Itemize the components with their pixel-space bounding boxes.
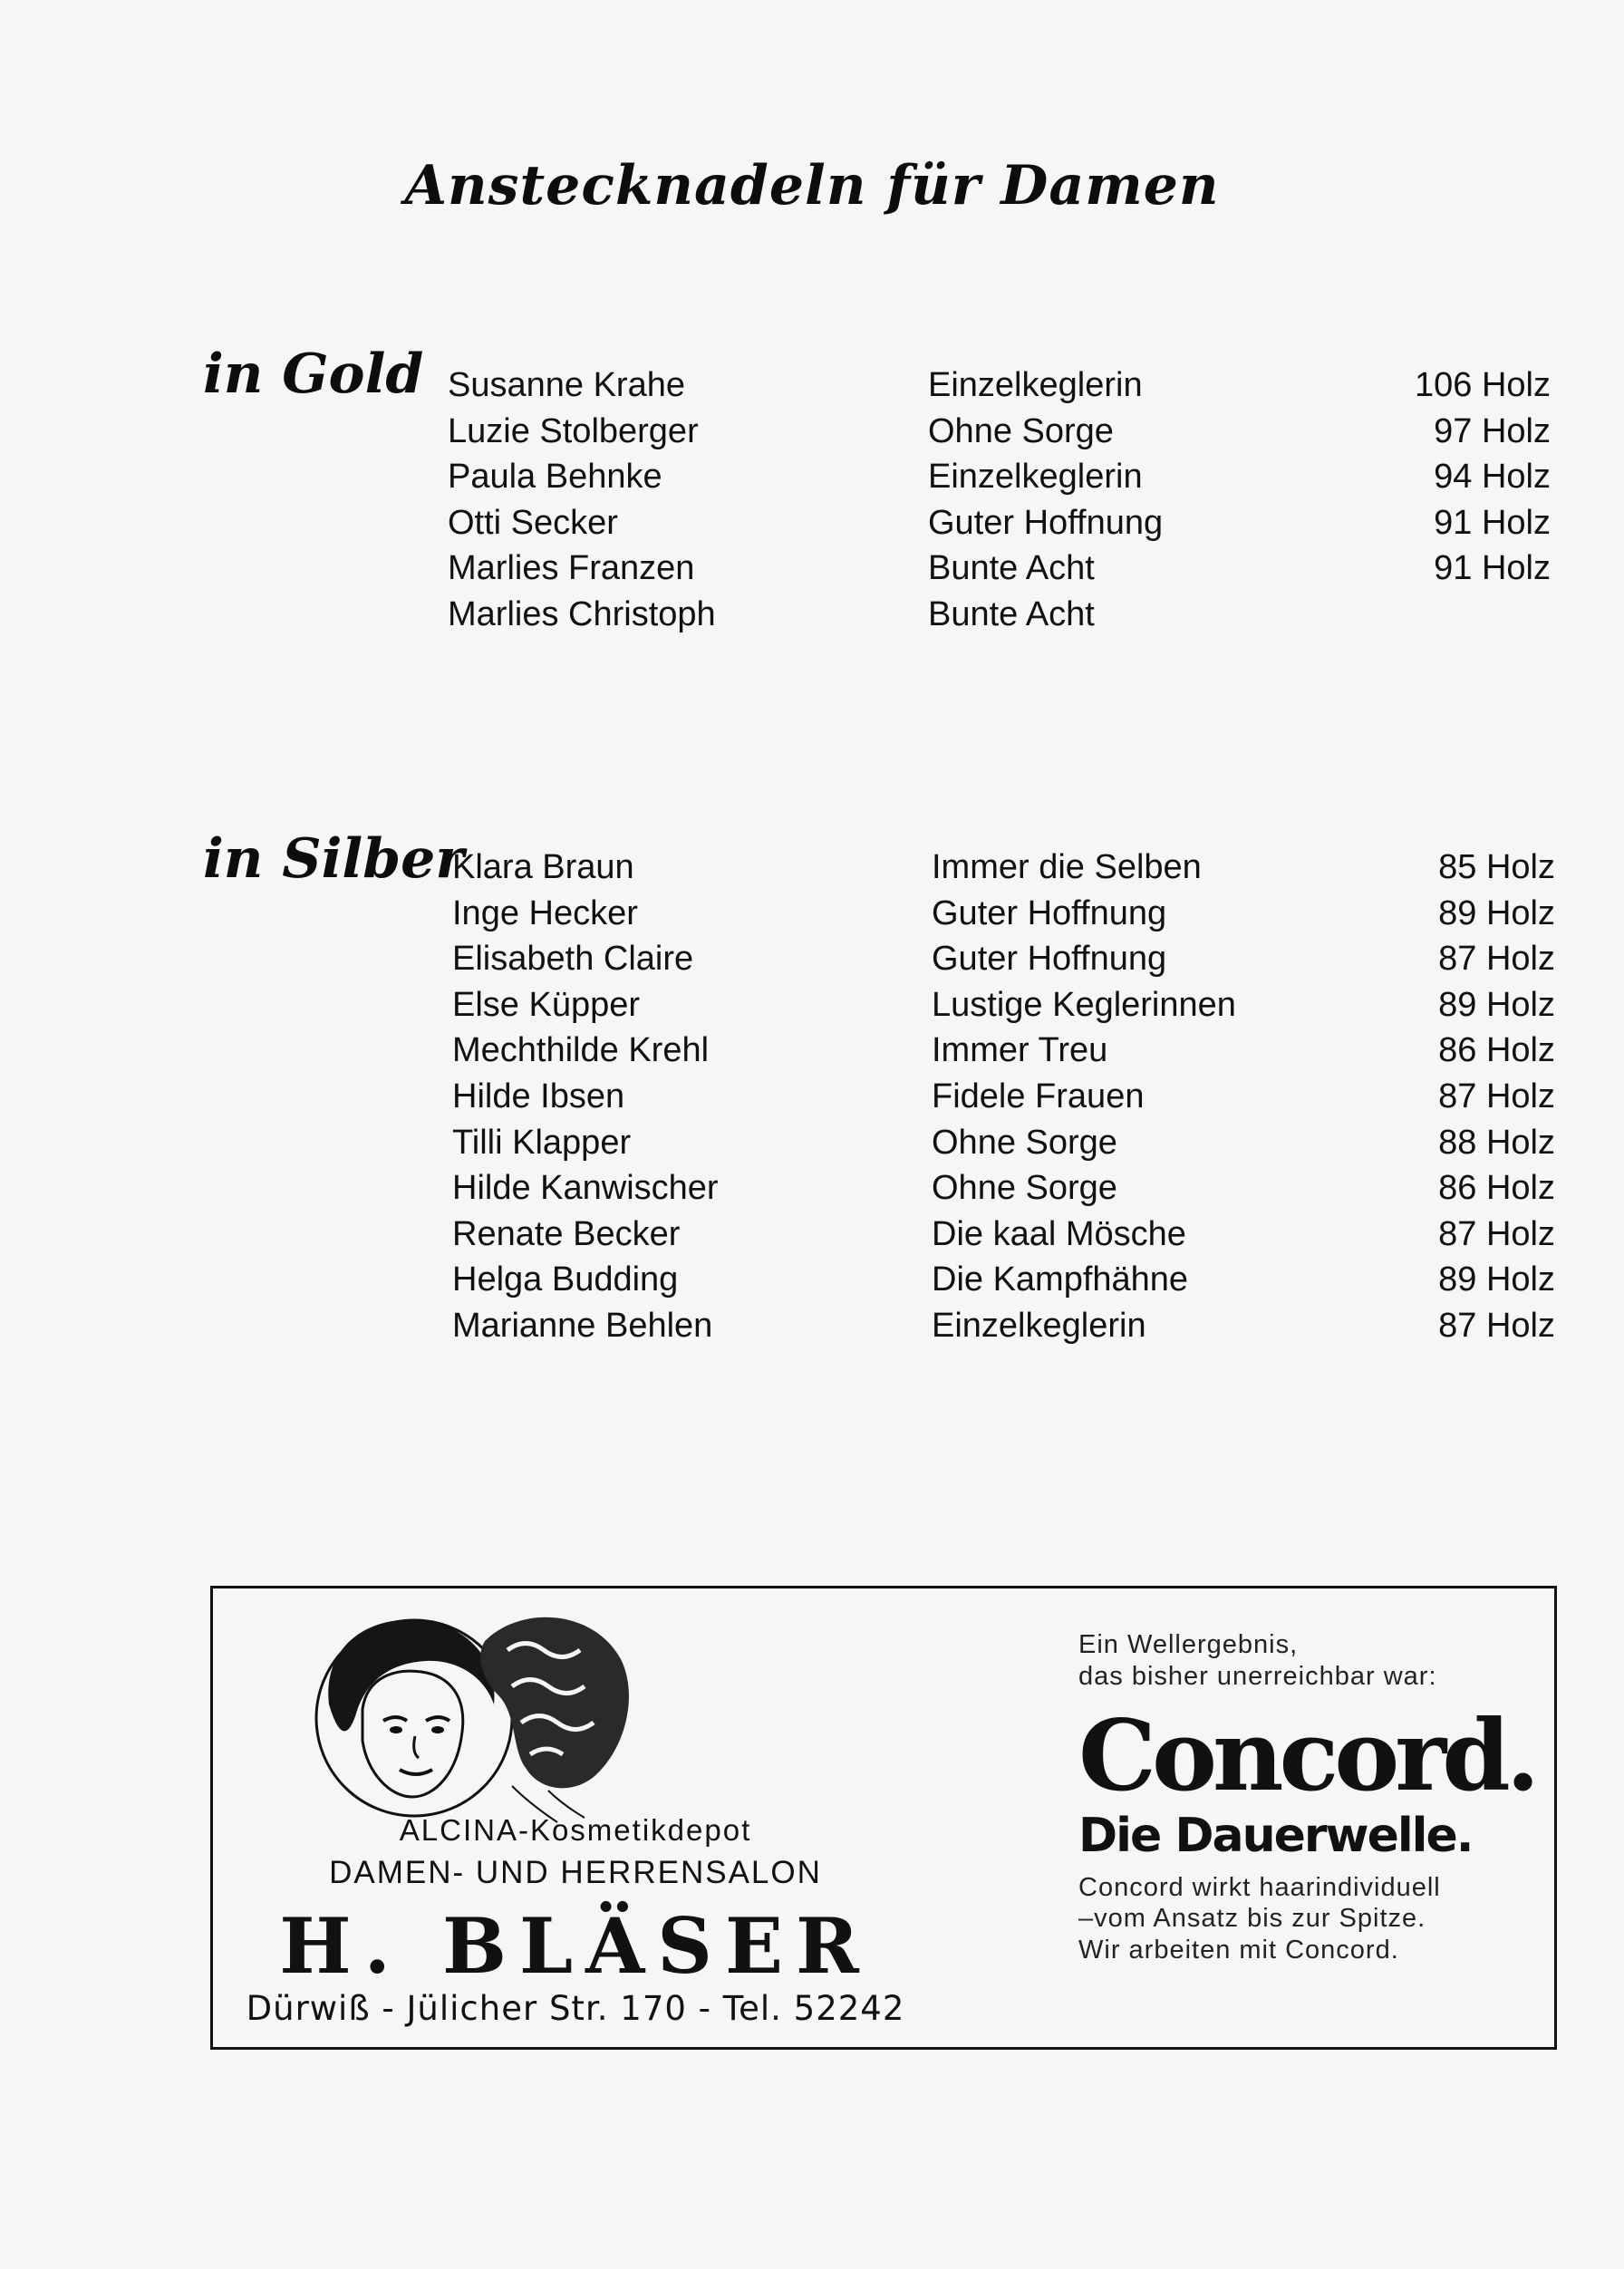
member-name: Marlies Christoph <box>448 594 716 633</box>
list-item <box>0 1028 1624 1074</box>
silver-list <box>0 845 1624 1349</box>
club-name: Bunte Acht <box>928 594 1095 633</box>
ad-desc-line-3: Wir arbeiten mit Concord. <box>1078 1936 1399 1965</box>
score: 89 Holz <box>1438 985 1555 1024</box>
list-item <box>0 409 1624 455</box>
score: 87 Holz <box>1438 1306 1555 1345</box>
club-name: Immer die Selben <box>932 848 1202 886</box>
salon-address: Dürwiß - Jülicher Str. 170 - Tel. 52242 <box>246 1989 905 2028</box>
list-item <box>0 845 1624 891</box>
list-item <box>0 1165 1624 1212</box>
ad-desc-line-1: Concord wirkt haarindividuell <box>1078 1873 1441 1902</box>
score: 86 Holz <box>1438 1169 1555 1208</box>
score: 87 Holz <box>1438 1214 1555 1253</box>
club-name: Fidele Frauen <box>932 1077 1145 1115</box>
club-name: Guter Hoffnung <box>928 503 1164 542</box>
club-name: Guter Hoffnung <box>932 940 1167 979</box>
member-name: Paula Behnke <box>448 458 662 497</box>
member-name: Hilde Kanwischer <box>452 1169 719 1208</box>
list-item <box>0 454 1624 500</box>
member-name: Mechthilde Krehl <box>452 1031 710 1070</box>
member-name: Renate Becker <box>452 1214 681 1253</box>
list-item <box>0 1120 1624 1166</box>
club-name: Einzelkeglerin <box>928 458 1143 497</box>
member-name: Marlies Franzen <box>448 549 695 588</box>
member-name: Susanne Krahe <box>448 366 685 404</box>
member-name: Elisabeth Claire <box>452 940 694 979</box>
score: 106 Holz <box>1415 366 1551 404</box>
club-name: Immer Treu <box>932 1031 1108 1070</box>
member-name: Marianne Behlen <box>452 1306 713 1345</box>
member-name: Tilli Klapper <box>452 1123 632 1162</box>
list-item <box>0 891 1624 937</box>
club-name: Ohne Sorge <box>928 411 1114 450</box>
score: 97 Holz <box>1434 411 1551 450</box>
list-item <box>0 982 1624 1028</box>
club-name: Einzelkeglerin <box>932 1306 1146 1345</box>
list-item <box>0 936 1624 982</box>
salon-portrait-illustration <box>313 1605 639 1831</box>
club-name: Bunte Acht <box>928 549 1095 588</box>
score: 91 Holz <box>1434 549 1551 588</box>
club-name: Die kaal Mösche <box>932 1214 1186 1253</box>
member-name: Else Küpper <box>452 985 641 1024</box>
page-title: Anstecknadeln für Damen <box>404 154 1220 217</box>
score: 91 Holz <box>1434 503 1551 542</box>
score: 89 Holz <box>1438 893 1555 932</box>
score: 88 Holz <box>1438 1123 1555 1162</box>
member-name: Otti Secker <box>448 503 618 542</box>
concord-ad <box>1078 1629 1536 1966</box>
member-name: Hilde Ibsen <box>452 1077 625 1115</box>
club-name: Die Kampfhähne <box>932 1260 1189 1299</box>
brand-logo-text: Concord. <box>1078 1699 1536 1813</box>
club-name: Einzelkeglerin <box>928 366 1143 404</box>
salon-label: DAMEN- UND HERRENSALON <box>329 1855 822 1890</box>
score: 87 Holz <box>1438 940 1555 979</box>
score: 87 Holz <box>1438 1077 1555 1115</box>
list-item <box>0 362 1624 409</box>
gold-list <box>0 362 1624 638</box>
salon-owner-name: H. BLÄSER <box>279 1901 872 1991</box>
section-label-silver: in Silber <box>203 827 464 891</box>
score: 85 Holz <box>1438 848 1555 886</box>
club-name: Guter Hoffnung <box>932 893 1167 932</box>
club-name: Lustige Keglerinnen <box>932 985 1236 1024</box>
depot-label: ALCINA-Kosmetikdepot <box>399 1813 752 1847</box>
ad-intro-line-2: das bisher unerreichbar war: <box>1078 1662 1437 1691</box>
advertisement-box <box>210 1586 1557 2050</box>
score: 86 Holz <box>1438 1031 1555 1070</box>
list-item <box>0 1212 1624 1258</box>
section-label-gold: in Gold <box>203 343 424 406</box>
club-name: Ohne Sorge <box>932 1123 1117 1162</box>
score: 89 Holz <box>1438 1260 1555 1299</box>
score: 94 Holz <box>1434 458 1551 497</box>
list-item <box>0 592 1624 638</box>
ad-intro-line-1: Ein Wellergebnis, <box>1078 1630 1299 1659</box>
member-name: Helga Budding <box>452 1260 679 1299</box>
member-name: Inge Hecker <box>452 893 638 932</box>
list-item <box>0 546 1624 592</box>
club-name: Ohne Sorge <box>932 1169 1117 1208</box>
list-item <box>0 1257 1624 1303</box>
member-name: Luzie Stolberger <box>448 411 699 450</box>
member-name: Klara Braun <box>452 848 634 886</box>
brand-tagline: Die Dauerwelle. <box>1078 1809 1473 1863</box>
ad-desc-line-2: –vom Ansatz bis zur Spitze. <box>1078 1904 1426 1933</box>
list-item <box>0 1074 1624 1120</box>
list-item <box>0 1303 1624 1349</box>
list-item <box>0 500 1624 546</box>
